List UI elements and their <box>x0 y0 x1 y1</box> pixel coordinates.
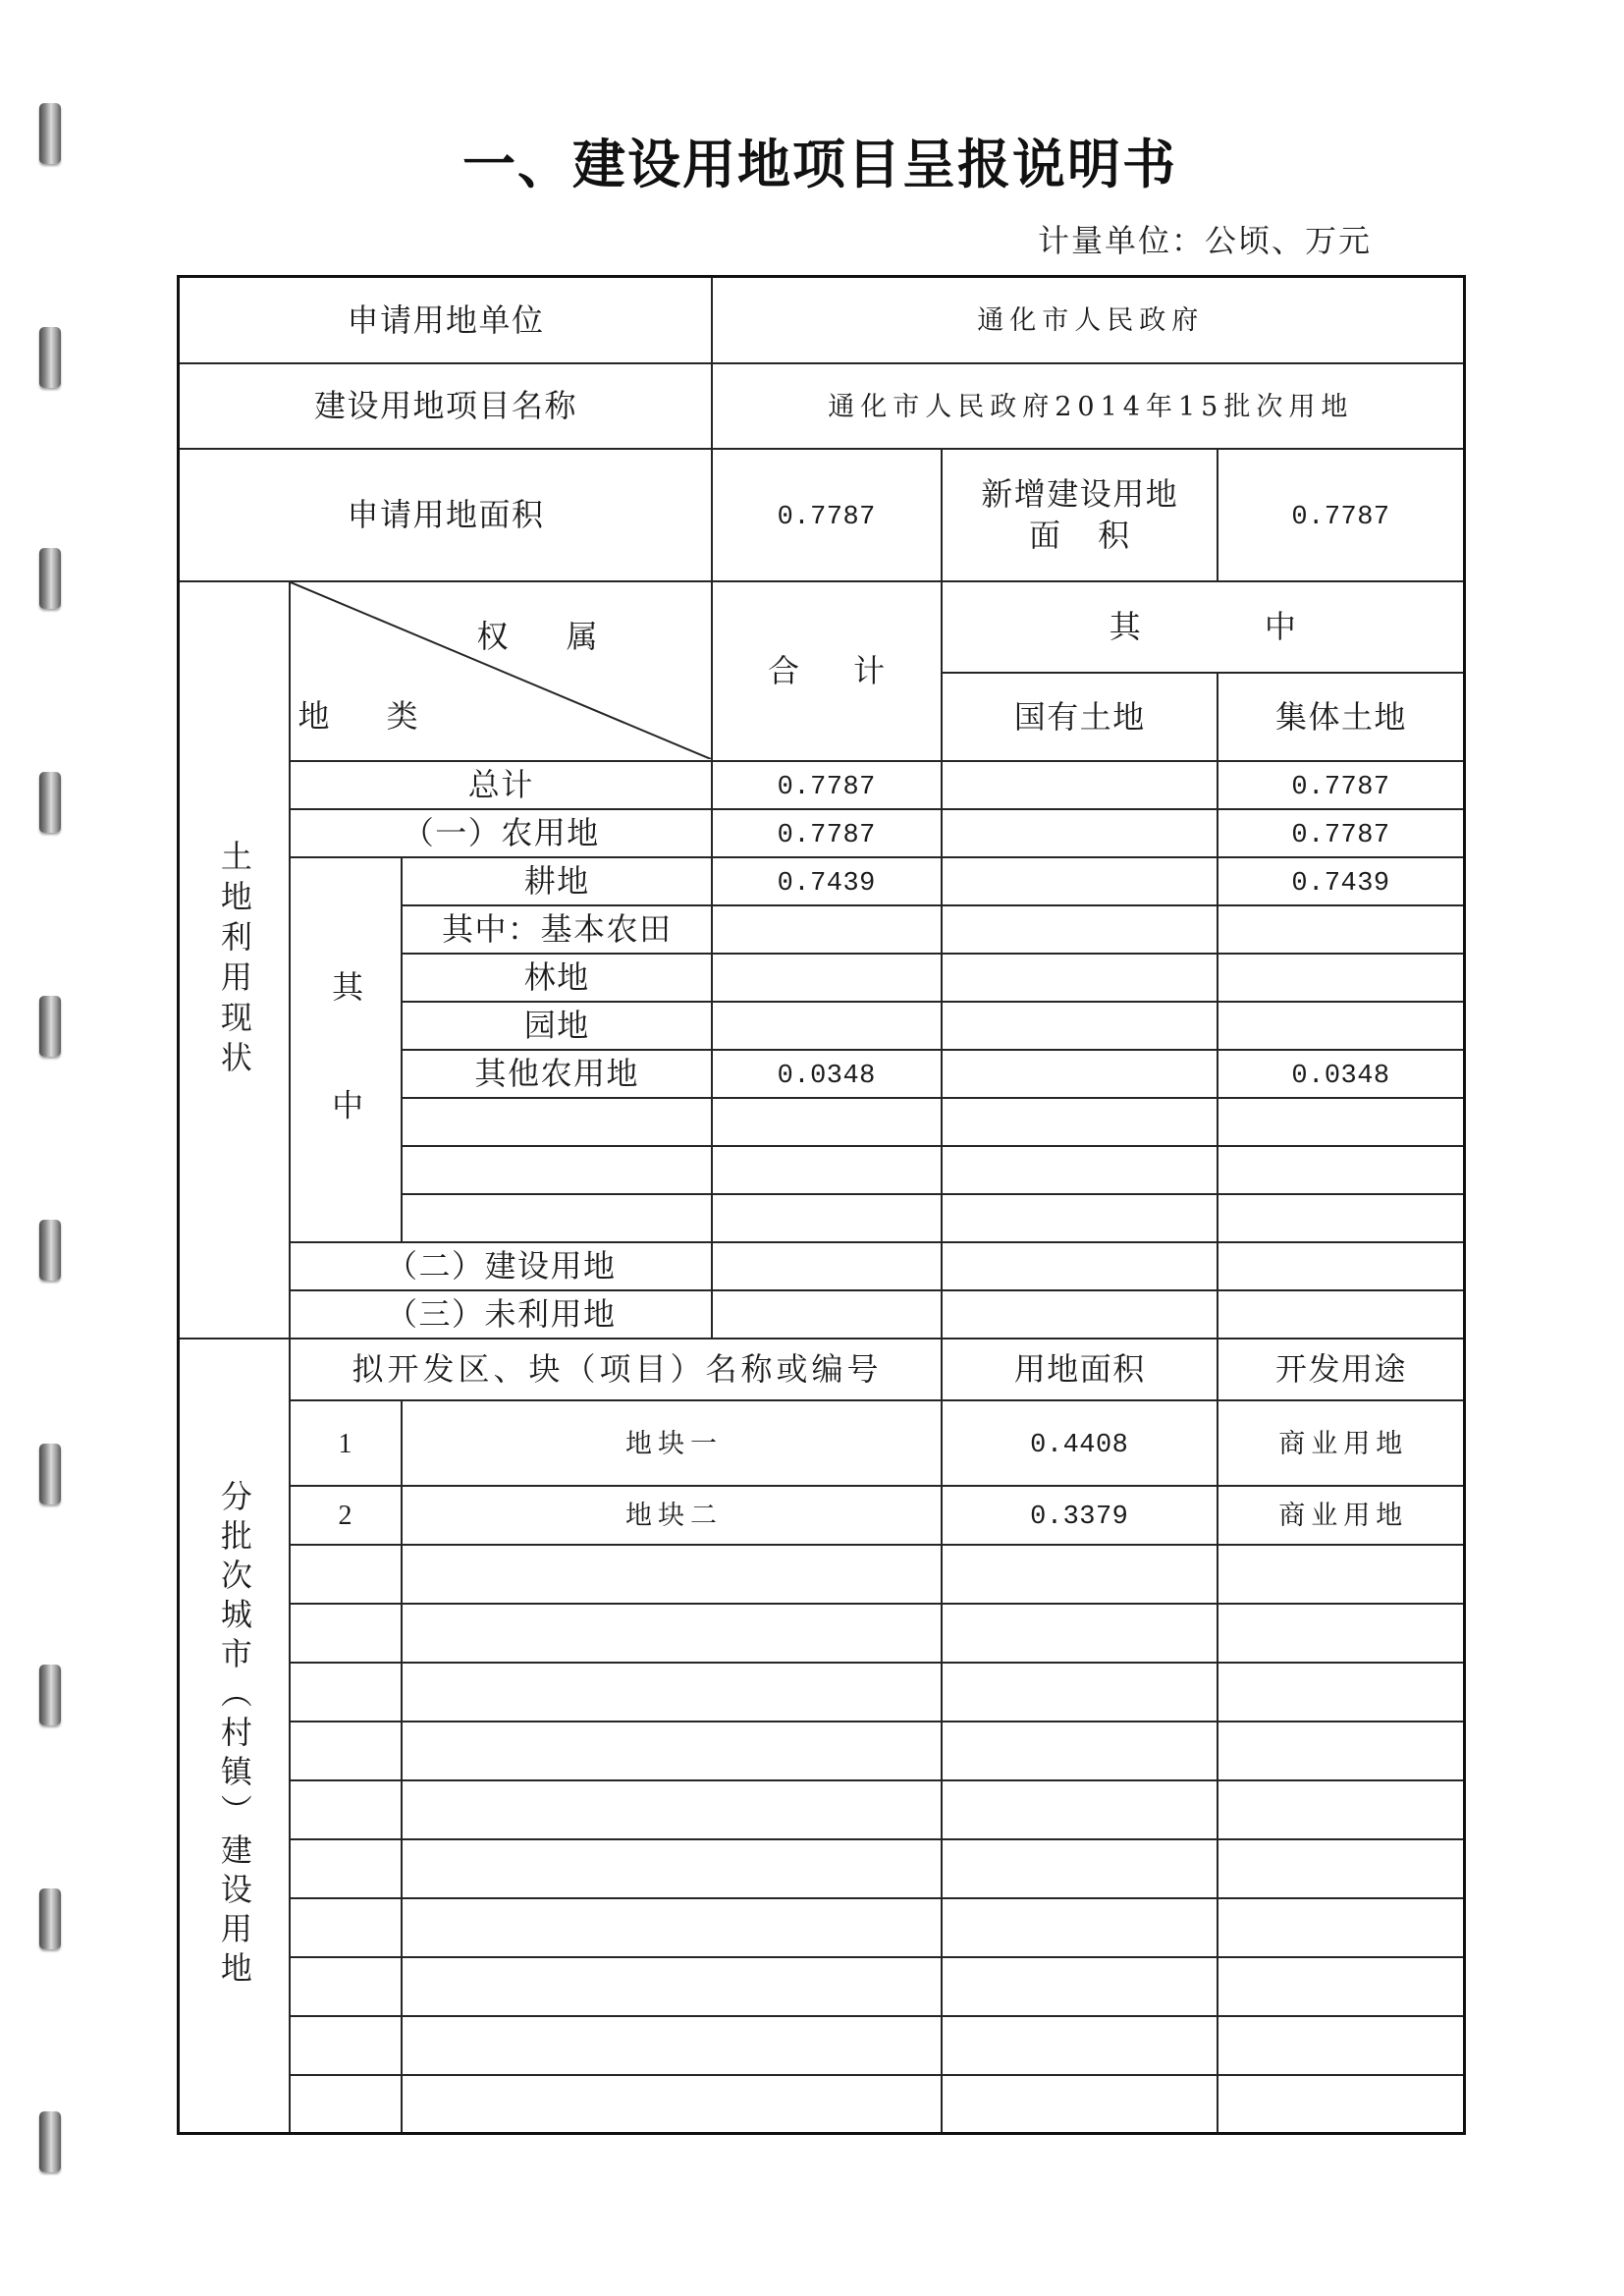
land-row-name: 林地 <box>523 958 590 996</box>
batch-section-label: 分批次城市（村镇）建设用地 <box>215 1480 253 1992</box>
land-row-name-cell <box>402 857 712 905</box>
binding-hole <box>39 1888 61 1949</box>
new-area-label-line1: 新增建设用地 <box>981 475 1179 513</box>
empty-cell <box>712 1194 942 1242</box>
empty-cell <box>290 1604 402 1663</box>
total-cell <box>712 857 942 905</box>
binding-hole <box>39 2111 61 2172</box>
project-row <box>179 363 1465 449</box>
page-title: 一、建设用地项目呈报说明书 <box>462 134 1177 195</box>
parcel-row-blank <box>179 1898 1465 1957</box>
total-value: 0.0348 <box>777 1061 876 1091</box>
empty-cell <box>290 1898 402 1957</box>
parcel-no-cell <box>290 1486 402 1545</box>
collective-value: 0.7787 <box>1291 772 1390 802</box>
empty-cell <box>712 1146 942 1194</box>
applicant-value: 通化市人民政府 <box>977 305 1205 337</box>
parcel-use-cell <box>1218 1400 1465 1486</box>
empty-cell <box>1218 1780 1465 1839</box>
empty-cell <box>290 1545 402 1604</box>
collective-cell <box>1218 1050 1465 1098</box>
state-cell <box>942 761 1218 809</box>
parcel-area: 0.4408 <box>1030 1430 1129 1460</box>
total-cell <box>712 1002 942 1050</box>
parcel-name-cell <box>402 1400 942 1486</box>
project-label: 建设用地项目名称 <box>314 387 578 424</box>
area-label-cell <box>179 449 712 581</box>
empty-cell <box>942 1098 1218 1146</box>
parcel-row <box>179 1400 1465 1486</box>
land-row-name-cell <box>290 1242 712 1290</box>
land-row <box>179 761 1465 809</box>
collective-land-header: 集体土地 <box>1275 697 1408 736</box>
total-cell <box>712 1050 942 1098</box>
parcel-row-blank <box>179 2075 1465 2134</box>
collective-land-header-cell <box>1218 673 1465 761</box>
parcel-area: 0.3379 <box>1030 1503 1129 1532</box>
state-cell <box>942 1002 1218 1050</box>
parcel-use-cell <box>1218 1486 1465 1545</box>
binding-hole <box>39 772 61 833</box>
new-area-label-line2: 面 积 <box>1028 517 1131 554</box>
binding-hole <box>39 1444 61 1504</box>
state-cell <box>942 1290 1218 1339</box>
land-row <box>179 1290 1465 1339</box>
empty-cell <box>942 1663 1218 1722</box>
empty-cell <box>1218 1898 1465 1957</box>
land-row <box>179 1242 1465 1290</box>
state-cell <box>942 809 1218 857</box>
empty-cell <box>1218 1545 1465 1604</box>
parcel-row-blank <box>179 1722 1465 1780</box>
empty-cell <box>942 2075 1218 2134</box>
measurement-unit: 计量单位：公顷、万元 <box>1038 222 1373 259</box>
total-value: 0.7787 <box>777 772 876 802</box>
empty-cell <box>1218 1604 1465 1663</box>
land-row-name: （三）未利用地 <box>386 1295 617 1333</box>
parcel-row-blank <box>179 1957 1465 2016</box>
total-cell <box>712 905 942 954</box>
empty-cell <box>402 1194 712 1242</box>
parcel-no: 2 <box>338 1501 352 1531</box>
diagonal-header <box>291 582 711 759</box>
total-value: 0.7787 <box>777 820 876 850</box>
total-cell <box>712 954 942 1002</box>
land-row-name: 其中：基本农田 <box>442 910 673 948</box>
empty-cell <box>290 1957 402 2016</box>
empty-cell <box>402 1098 712 1146</box>
parcel-area-cell <box>942 1400 1218 1486</box>
state-cell <box>942 954 1218 1002</box>
diagonal-header-cell <box>290 581 712 761</box>
collective-cell <box>1218 857 1465 905</box>
land-row-name: 耕地 <box>523 862 590 900</box>
new-area-label-cell <box>942 449 1218 581</box>
binding-hole <box>39 327 61 388</box>
land-row-name-cell <box>290 761 712 809</box>
empty-cell <box>402 1898 942 1957</box>
collective-cell <box>1218 761 1465 809</box>
total-cell <box>712 809 942 857</box>
empty-cell <box>942 1722 1218 1780</box>
parcel-use-header: 开发用途 <box>1275 1350 1408 1388</box>
empty-cell <box>1218 1722 1465 1780</box>
empty-cell <box>402 2075 942 2134</box>
area-row <box>179 449 1465 581</box>
collective-cell <box>1218 1290 1465 1339</box>
land-row-name-cell <box>290 1290 712 1339</box>
empty-cell <box>942 1545 1218 1604</box>
parcel-row-blank <box>179 1780 1465 1839</box>
collective-value: 0.0348 <box>1291 1061 1390 1091</box>
batch-header-row <box>179 1339 1465 1400</box>
parcel-row-blank <box>179 1663 1465 1722</box>
empty-cell <box>1218 1194 1465 1242</box>
empty-cell <box>402 1604 942 1663</box>
empty-cell <box>1218 1839 1465 1898</box>
land-use-header-row <box>179 581 1465 673</box>
new-area-value: 0.7787 <box>1291 502 1390 532</box>
land-row-name: 其他农用地 <box>474 1055 640 1092</box>
land-row-name-cell <box>402 905 712 954</box>
empty-cell <box>942 1146 1218 1194</box>
binding-hole <box>39 1220 61 1281</box>
total-cell <box>712 761 942 809</box>
applicant-label: 申请用地单位 <box>347 301 545 339</box>
category-header: 地 类 <box>298 697 420 735</box>
land-use-section-label-cell <box>179 581 290 1339</box>
empty-cell <box>402 1545 942 1604</box>
collective-cell <box>1218 1002 1465 1050</box>
land-row-name-cell <box>402 954 712 1002</box>
empty-cell <box>290 1839 402 1898</box>
empty-cell <box>942 1898 1218 1957</box>
state-land-header-cell <box>942 673 1218 761</box>
parcel-area-header: 用地面积 <box>1013 1350 1146 1388</box>
empty-cell <box>290 1663 402 1722</box>
land-row <box>179 809 1465 857</box>
parcel-row <box>179 1486 1465 1545</box>
empty-cell <box>402 1839 942 1898</box>
total-cell <box>712 1242 942 1290</box>
binding-hole <box>39 996 61 1057</box>
empty-cell <box>942 1604 1218 1663</box>
ownership-header: 权 属 <box>476 618 600 655</box>
area-value-cell <box>712 449 942 581</box>
collective-value: 0.7787 <box>1291 820 1390 850</box>
of-which-sub-label: 其 中 <box>327 970 365 1121</box>
empty-cell <box>1218 1098 1465 1146</box>
empty-cell <box>290 2016 402 2075</box>
binding-hole <box>39 1665 61 1725</box>
parcel-area-header-cell <box>942 1339 1218 1400</box>
empty-cell <box>402 1663 942 1722</box>
collective-cell <box>1218 1242 1465 1290</box>
empty-cell <box>942 1957 1218 2016</box>
empty-cell <box>402 1722 942 1780</box>
land-row-name-cell <box>402 1050 712 1098</box>
parcel-row-blank <box>179 2016 1465 2075</box>
parcel-name-cell <box>402 1486 942 1545</box>
land-use-section-label: 土地利用现状 <box>215 839 253 1081</box>
land-application-table <box>177 275 1466 2135</box>
parcel-use: 商业用地 <box>1278 1501 1409 1531</box>
parcel-name-header: 拟开发区、块（项目）名称或编号 <box>352 1350 883 1388</box>
of-which-header-cell <box>942 581 1465 673</box>
parcel-name-header-cell <box>290 1339 942 1400</box>
empty-cell <box>1218 1957 1465 2016</box>
collective-cell <box>1218 954 1465 1002</box>
empty-cell <box>942 1194 1218 1242</box>
land-row-name: 园地 <box>523 1007 590 1044</box>
land-row-name: （一）农用地 <box>402 814 600 851</box>
of-which-sub-label-cell <box>290 857 402 1242</box>
land-row-name: （二）建设用地 <box>386 1247 617 1285</box>
parcel-name: 地块二 <box>625 1501 724 1531</box>
total-header: 合 计 <box>767 652 887 689</box>
empty-cell <box>1218 1663 1465 1722</box>
land-row-name-cell <box>290 809 712 857</box>
project-label-cell <box>179 363 712 449</box>
project-value-cell <box>712 363 1465 449</box>
parcel-use-header-cell <box>1218 1339 1465 1400</box>
land-row <box>179 857 1465 905</box>
empty-cell <box>290 1780 402 1839</box>
land-row-name: 总计 <box>467 766 534 803</box>
empty-cell <box>1218 1146 1465 1194</box>
parcel-use: 商业用地 <box>1278 1428 1409 1459</box>
binding-hole <box>39 548 61 609</box>
state-cell <box>942 857 1218 905</box>
batch-section-label-cell <box>179 1339 290 2134</box>
empty-cell <box>1218 2075 1465 2134</box>
state-land-header: 国有土地 <box>1013 697 1146 736</box>
state-cell <box>942 905 1218 954</box>
area-value: 0.7787 <box>777 502 876 532</box>
applicant-row <box>179 277 1465 363</box>
state-cell <box>942 1050 1218 1098</box>
empty-cell <box>402 1780 942 1839</box>
of-which-header: 其 中 <box>1109 608 1298 645</box>
empty-cell <box>402 2016 942 2075</box>
total-header-cell <box>712 581 942 761</box>
state-cell <box>942 1242 1218 1290</box>
total-cell <box>712 1290 942 1339</box>
land-row-name-cell <box>402 1002 712 1050</box>
parcel-row-blank <box>179 1839 1465 1898</box>
empty-cell <box>402 1146 712 1194</box>
collective-value: 0.7439 <box>1291 868 1390 899</box>
project-value: 通化市人民政府2014年15批次用地 <box>828 391 1354 422</box>
parcel-row-blank <box>179 1604 1465 1663</box>
empty-cell <box>1218 2016 1465 2075</box>
empty-cell <box>942 1839 1218 1898</box>
parcel-no: 1 <box>338 1428 352 1459</box>
parcel-area-cell <box>942 1486 1218 1545</box>
empty-cell <box>942 2016 1218 2075</box>
area-label: 申请用地面积 <box>347 496 545 533</box>
empty-cell <box>942 1780 1218 1839</box>
empty-cell <box>712 1098 942 1146</box>
applicant-label-cell <box>179 277 712 363</box>
parcel-name: 地块一 <box>625 1428 724 1459</box>
new-area-value-cell <box>1218 449 1465 581</box>
collective-cell <box>1218 809 1465 857</box>
empty-cell <box>290 1722 402 1780</box>
parcel-no-cell <box>290 1400 402 1486</box>
collective-cell <box>1218 905 1465 954</box>
parcel-row-blank <box>179 1545 1465 1604</box>
empty-cell <box>402 1957 942 2016</box>
total-value: 0.7439 <box>777 868 876 899</box>
empty-cell <box>290 2075 402 2134</box>
applicant-value-cell <box>712 277 1465 363</box>
